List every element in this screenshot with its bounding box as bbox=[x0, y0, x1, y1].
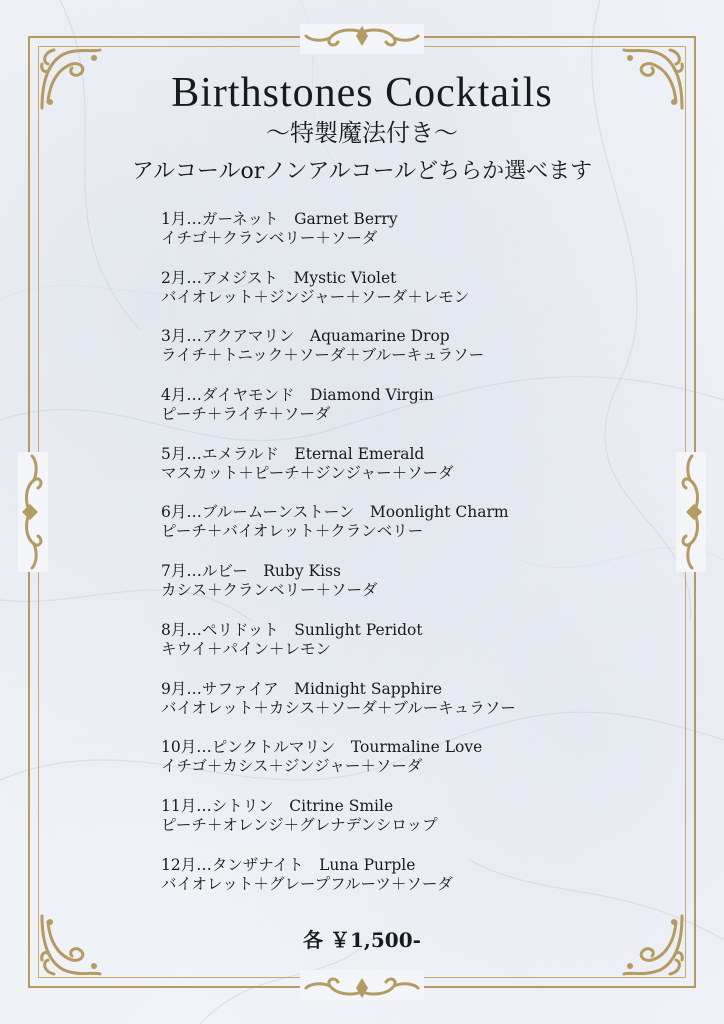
flourish-top-icon bbox=[300, 24, 424, 54]
menu-item-title: 1月…ガーネット Garnet Berry bbox=[161, 210, 398, 228]
menu-item-title: 5月…エメラルド Eternal Emerald bbox=[161, 444, 425, 463]
menu-item-title: 2月…アメジスト Mystic Violet bbox=[161, 268, 397, 287]
menu-item-title: 4月…ダイヤモンド Diamond Virgin bbox=[161, 386, 434, 405]
menu-item-title: 6月…ブルームーンストーン Moonlight Charm bbox=[161, 503, 509, 522]
menu-item-title: 7月…ルビー Ruby Kiss bbox=[161, 562, 341, 581]
menu-item-ingredients: ピーチ＋バイオレット＋クランベリー bbox=[161, 522, 424, 541]
menu-item bbox=[161, 210, 641, 269]
menu-item-title: 8月…ペリドット Sunlight Peridot bbox=[161, 620, 423, 639]
alcohol-option-note: アルコールorノンアルコールどちらか選べます bbox=[131, 159, 593, 184]
menu-item bbox=[161, 269, 641, 328]
menu-item-ingredients: バイオレット＋カシス＋ソーダ＋ブルーキュラソー bbox=[161, 698, 516, 717]
menu-item bbox=[161, 445, 641, 504]
menu-item-ingredients: ピーチ＋オレンジ＋グレナデンシロップ bbox=[161, 815, 438, 834]
menu-item bbox=[161, 562, 641, 621]
cocktail-menu bbox=[161, 210, 641, 914]
menu-item-title: 10月…ピンクトルマリン Tourmaline Love bbox=[161, 738, 483, 757]
menu-item-title: 9月…サファイア Midnight Sapphire bbox=[161, 679, 443, 698]
menu-item bbox=[161, 797, 641, 856]
flourish-side-icon bbox=[676, 452, 706, 572]
menu-item bbox=[161, 386, 641, 445]
menu-item-ingredients: バイオレット＋ジンジャー＋ソーダ＋レモン bbox=[161, 287, 470, 306]
price-label: 各 ￥1,500- bbox=[303, 928, 421, 952]
menu-item-ingredients: ライチ＋トニック＋ソーダ＋ブルーキュラソー bbox=[161, 346, 485, 365]
subtitle: 〜特製魔法付き〜 bbox=[266, 119, 458, 147]
menu-item-ingredients: バイオレット＋グレープフルーツ＋ソーダ bbox=[161, 874, 453, 893]
menu-item bbox=[161, 503, 641, 562]
menu-item-ingredients: ピーチ＋ライチ＋ソーダ bbox=[161, 405, 331, 424]
menu-item-ingredients: イチゴ＋カシス＋ジンジャー＋ソーダ bbox=[161, 757, 423, 776]
page-title: Birthstones Cocktails bbox=[171, 70, 553, 116]
menu-item bbox=[161, 680, 641, 739]
menu-item-ingredients: キウイ＋パイン＋レモン bbox=[161, 639, 332, 658]
menu-item-ingredients: イチゴ＋クランベリー＋ソーダ bbox=[161, 229, 378, 247]
menu-item-title: 11月…シトリン Citrine Smile bbox=[161, 796, 394, 815]
menu-item bbox=[161, 621, 641, 680]
menu-item-title: 12月…タンザナイト Luna Purple bbox=[161, 855, 416, 874]
menu-item bbox=[161, 327, 641, 386]
menu-item-title: 3月…アクアマリン Aquamarine Drop bbox=[161, 327, 450, 346]
menu-item-ingredients: カシス＋クランベリー＋ソーダ bbox=[161, 581, 378, 600]
menu-item bbox=[161, 738, 641, 797]
menu-item-ingredients: マスカット＋ピーチ＋ジンジャー＋ソーダ bbox=[161, 463, 454, 482]
flourish-side-icon bbox=[18, 452, 48, 572]
flourish-bottom-icon bbox=[300, 970, 424, 1000]
menu-item bbox=[161, 856, 641, 915]
